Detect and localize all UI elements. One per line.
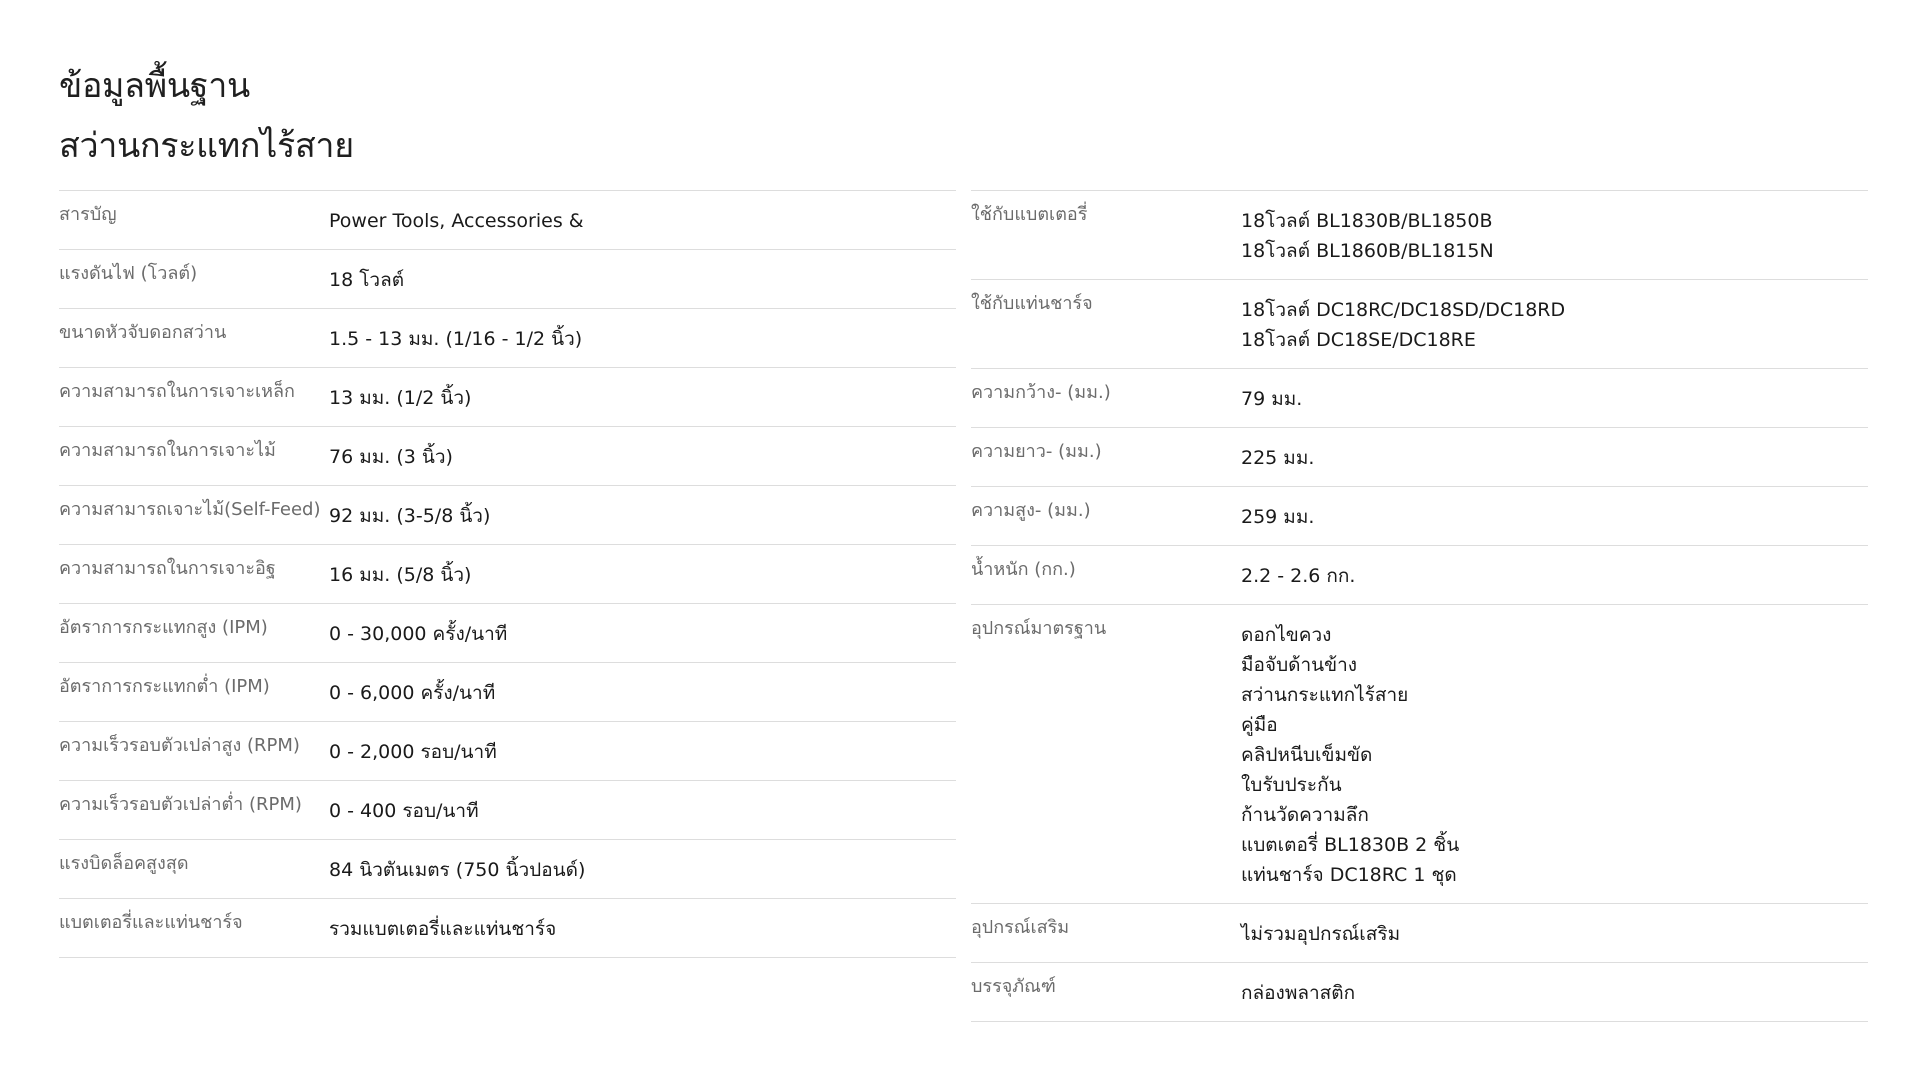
- spec-value: [1241, 605, 1868, 903]
- spec-value-line: 76 มม. (3 นิ้ว): [329, 446, 453, 468]
- spec-value: [329, 840, 956, 898]
- spec-label: ความสามารถในการเจาะไม้: [59, 440, 276, 461]
- specifications-section: [59, 66, 1868, 1022]
- spec-row: [971, 904, 1868, 963]
- spec-row: [971, 191, 1868, 280]
- spec-value-line: 18โวลต์ BL1830B/BL1850B: [1241, 210, 1493, 232]
- section-heading: ข้อมูลพื้นฐาน: [59, 66, 250, 106]
- spec-label: ใช้กับแบตเตอรี่: [971, 204, 1088, 225]
- spec-value-line: แบตเตอรี่ BL1830B 2 ชิ้น: [1241, 834, 1460, 856]
- spec-row: [59, 899, 956, 958]
- spec-value-line: 84 นิวตันเมตร (750 นิ้วปอนด์): [329, 859, 586, 881]
- spec-value-line: คลิปหนีบเข็มขัด: [1241, 744, 1373, 766]
- spec-label: ความสูง- (มม.): [971, 500, 1091, 521]
- spec-row: [971, 605, 1868, 904]
- spec-value: [329, 486, 956, 544]
- spec-value-line: ดอกไขควง: [1241, 624, 1332, 646]
- spec-label: บรรจุภัณฑ์: [971, 976, 1056, 997]
- spec-row: [59, 781, 956, 840]
- spec-row: [59, 663, 956, 722]
- spec-row: [971, 369, 1868, 428]
- spec-value: [329, 781, 956, 839]
- spec-value-line: 18โวลต์ BL1860B/BL1815N: [1241, 240, 1494, 262]
- spec-label: ใช้กับแท่นชาร์จ: [971, 293, 1093, 314]
- spec-label: อัตราการกระแทกต่ำ (IPM): [59, 676, 270, 697]
- spec-value-line: 18โวลต์ DC18SE/DC18RE: [1241, 329, 1476, 351]
- spec-row: [59, 191, 956, 250]
- spec-row: [971, 280, 1868, 369]
- spec-table-left: [59, 190, 956, 958]
- spec-value-line: คู่มือ: [1241, 714, 1278, 736]
- spec-row: [971, 963, 1868, 1022]
- spec-value: [1241, 369, 1868, 427]
- spec-row: [59, 250, 956, 309]
- spec-value-line: แท่นชาร์จ DC18RC 1 ชุด: [1241, 864, 1457, 886]
- spec-value-line: สว่านกระแทกไร้สาย: [1241, 684, 1409, 706]
- spec-value-line: รวมแบตเตอรี่และแท่นชาร์จ: [329, 918, 557, 940]
- spec-value: [1241, 487, 1868, 545]
- spec-table-right: [971, 190, 1868, 1022]
- spec-value-line: 0 - 400 รอบ/นาที: [329, 800, 479, 822]
- spec-row: [971, 428, 1868, 487]
- spec-row: [59, 545, 956, 604]
- spec-row: [59, 427, 956, 486]
- spec-row: [59, 604, 956, 663]
- spec-value: [329, 604, 956, 662]
- spec-value: [329, 545, 956, 603]
- spec-label: ความยาว- (มม.): [971, 441, 1102, 462]
- spec-columns: [59, 190, 1868, 1022]
- spec-row: [971, 487, 1868, 546]
- spec-value-line: 0 - 30,000 ครั้ง/นาที: [329, 623, 508, 645]
- spec-label: อุปกรณ์มาตรฐาน: [971, 618, 1107, 639]
- spec-label: ความกว้าง- (มม.): [971, 382, 1111, 403]
- spec-label: แบตเตอรี่และแท่นชาร์จ: [59, 912, 243, 933]
- spec-value-line: 1.5 - 13 มม. (1/16 - 1/2 นิ้ว): [329, 328, 583, 350]
- spec-value-line: 16 มม. (5/8 นิ้ว): [329, 564, 472, 586]
- spec-value-line: กล่องพลาสติก: [1241, 982, 1356, 1004]
- spec-value-line: ใบรับประกัน: [1241, 774, 1342, 796]
- product-name-heading: สว่านกระแทกไร้สาย: [59, 126, 354, 166]
- spec-value: [1241, 904, 1868, 962]
- spec-label: อุปกรณ์เสริม: [971, 917, 1070, 938]
- spec-label: ความเร็วรอบตัวเปล่าสูง (RPM): [59, 735, 300, 756]
- spec-value-line: มือจับด้านข้าง: [1241, 654, 1358, 676]
- spec-value: [329, 899, 956, 957]
- spec-value: [1241, 963, 1868, 1021]
- spec-value: [329, 250, 956, 308]
- spec-value-line: 79 มม.: [1241, 388, 1303, 410]
- spec-value-line: 92 มม. (3-5/8 นิ้ว): [329, 505, 491, 527]
- spec-value-line: 13 มม. (1/2 นิ้ว): [329, 387, 472, 409]
- spec-row: [59, 722, 956, 781]
- spec-value: [1241, 428, 1868, 486]
- spec-row: [59, 840, 956, 899]
- spec-value: [1241, 546, 1868, 604]
- spec-value-line: 18 โวลต์: [329, 269, 405, 291]
- spec-value-line: ก้านวัดความลึก: [1241, 804, 1369, 826]
- spec-value-line: 0 - 6,000 ครั้ง/นาที: [329, 682, 496, 704]
- spec-value: [329, 309, 956, 367]
- spec-label: แรงดันไฟ (โวลต์): [59, 263, 198, 284]
- spec-label: แรงบิดล็อคสูงสุด: [59, 853, 189, 874]
- spec-value: [329, 368, 956, 426]
- spec-value-line: 225 มม.: [1241, 447, 1315, 469]
- spec-value-line: 18โวลต์ DC18RC/DC18SD/DC18RD: [1241, 299, 1566, 321]
- spec-row: [59, 368, 956, 427]
- spec-row: [971, 546, 1868, 605]
- spec-value-line: ไม่รวมอุปกรณ์เสริม: [1241, 923, 1401, 945]
- spec-row: [59, 309, 956, 368]
- spec-value-line: Power Tools, Accessories &: [329, 210, 584, 232]
- spec-label: สารบัญ: [59, 204, 117, 225]
- spec-label: อัตราการกระแทกสูง (IPM): [59, 617, 268, 638]
- spec-label: ความเร็วรอบตัวเปล่าต่ำ (RPM): [59, 794, 302, 815]
- spec-value: [329, 663, 956, 721]
- spec-row: [59, 486, 956, 545]
- spec-label: ความสามารถเจาะไม้(Self-Feed): [59, 499, 321, 520]
- spec-label: ขนาดหัวจับดอกสว่าน: [59, 322, 227, 343]
- spec-value: [1241, 280, 1868, 368]
- spec-label: ความสามารถในการเจาะอิฐ: [59, 558, 276, 579]
- spec-value: [329, 427, 956, 485]
- spec-value: [1241, 191, 1868, 279]
- spec-value-line: 2.2 - 2.6 กก.: [1241, 565, 1356, 587]
- spec-value: [329, 722, 956, 780]
- spec-value-line: 0 - 2,000 รอบ/นาที: [329, 741, 497, 763]
- spec-value-line: 259 มม.: [1241, 506, 1315, 528]
- spec-label: ความสามารถในการเจาะเหล็ก: [59, 381, 295, 402]
- spec-label: น้ำหนัก (กก.): [971, 559, 1076, 580]
- spec-value: [329, 191, 956, 249]
